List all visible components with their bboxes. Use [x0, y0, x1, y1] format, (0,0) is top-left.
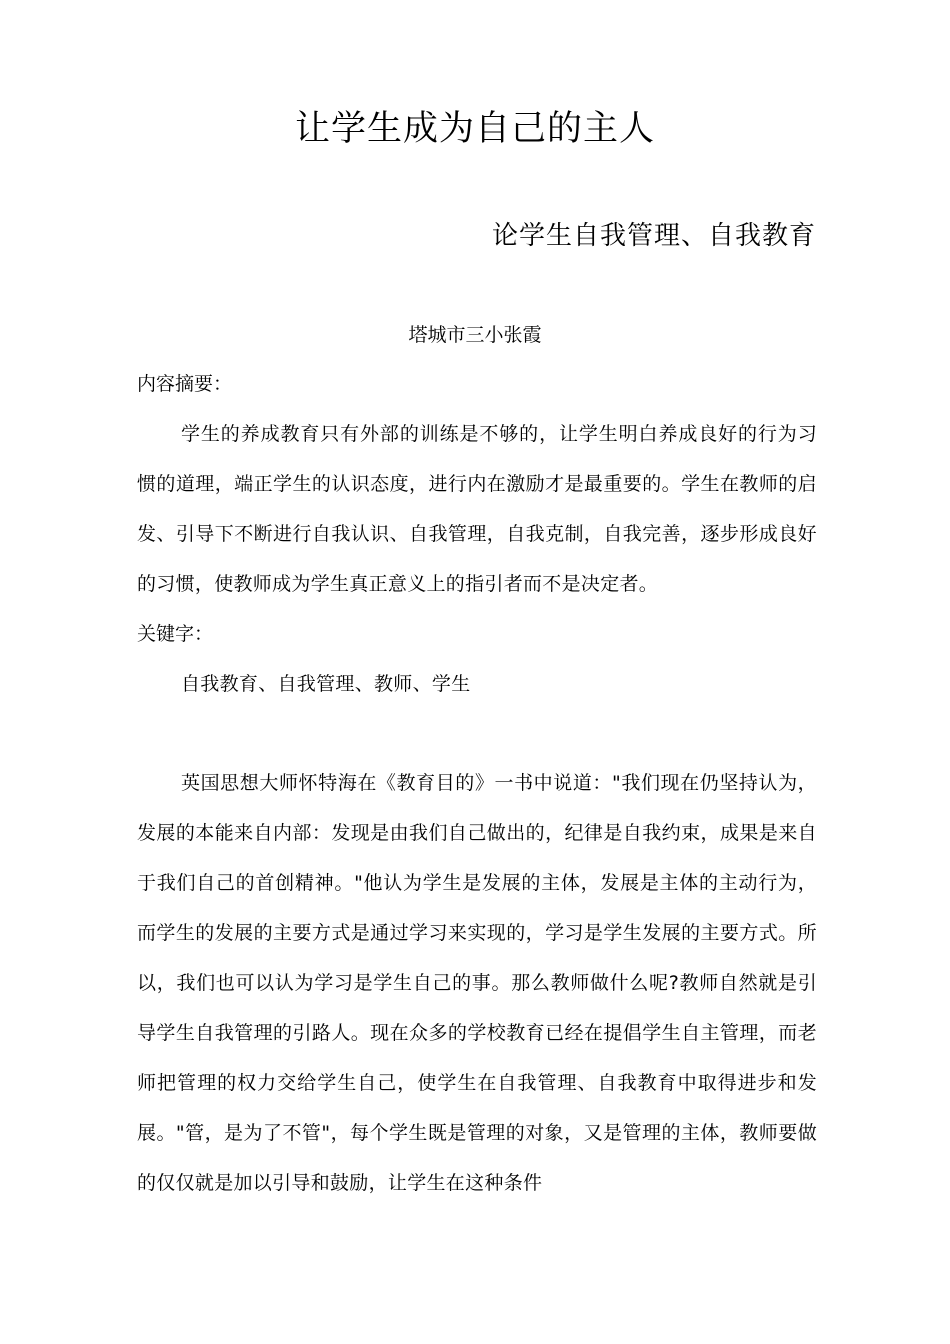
body-paragraph: 英国思想大师怀特海在《教育目的》一书中说道："我们现在仍坚持认为，发展的本能来自内部：发现是由我们自己做出的，纪律是自我约束，成果是来自于我们自己的首创精神。"他认为学生是发展的主体，发展是主体的主动行为，而学生的发展的主要方式是通过学习来实现的，学习是学生发展的主要方式。所以，我们也可以认为学习是学生自己的事。那么教师做什么呢?教师自然就是引导学生自我管理的引路人。现在众多的学校教育已经在提倡学生自主管理，而老师把管理的权力交给学生自己，使学生在自我管理、自我教育中取得进步和发展。"管，是为了不管"，每个学生既是管理的对象，又是管理的主体，教师要做的仅仅就是加以引导和鼓励，让学生在这种条件 — [137, 772, 817, 1194]
abstract-label: 内容摘要： — [137, 373, 233, 395]
keywords-label: 关键字： — [137, 623, 214, 645]
keywords-paragraph: 自我教育、自我管理、教师、学生 — [181, 673, 471, 695]
author-line: 塔城市三小张霞 — [408, 324, 542, 346]
document-subtitle: 论学生自我管理、自我教育 — [491, 221, 816, 251]
abstract-paragraph: 学生的养成教育只有外部的训练是不够的，让学生明白养成良好的行为习惯的道理，端正学生的认识态度，进行内在激励才是最重要的。学生在教师的启发、引导下不断进行自我认识、自我管理，自我克制，自我完善，逐步形成良好的习惯，使教师成为学生真正意义上的指引者而不是决定者。 — [137, 423, 817, 595]
document-title: 让学生成为自己的主人 — [294, 109, 655, 149]
